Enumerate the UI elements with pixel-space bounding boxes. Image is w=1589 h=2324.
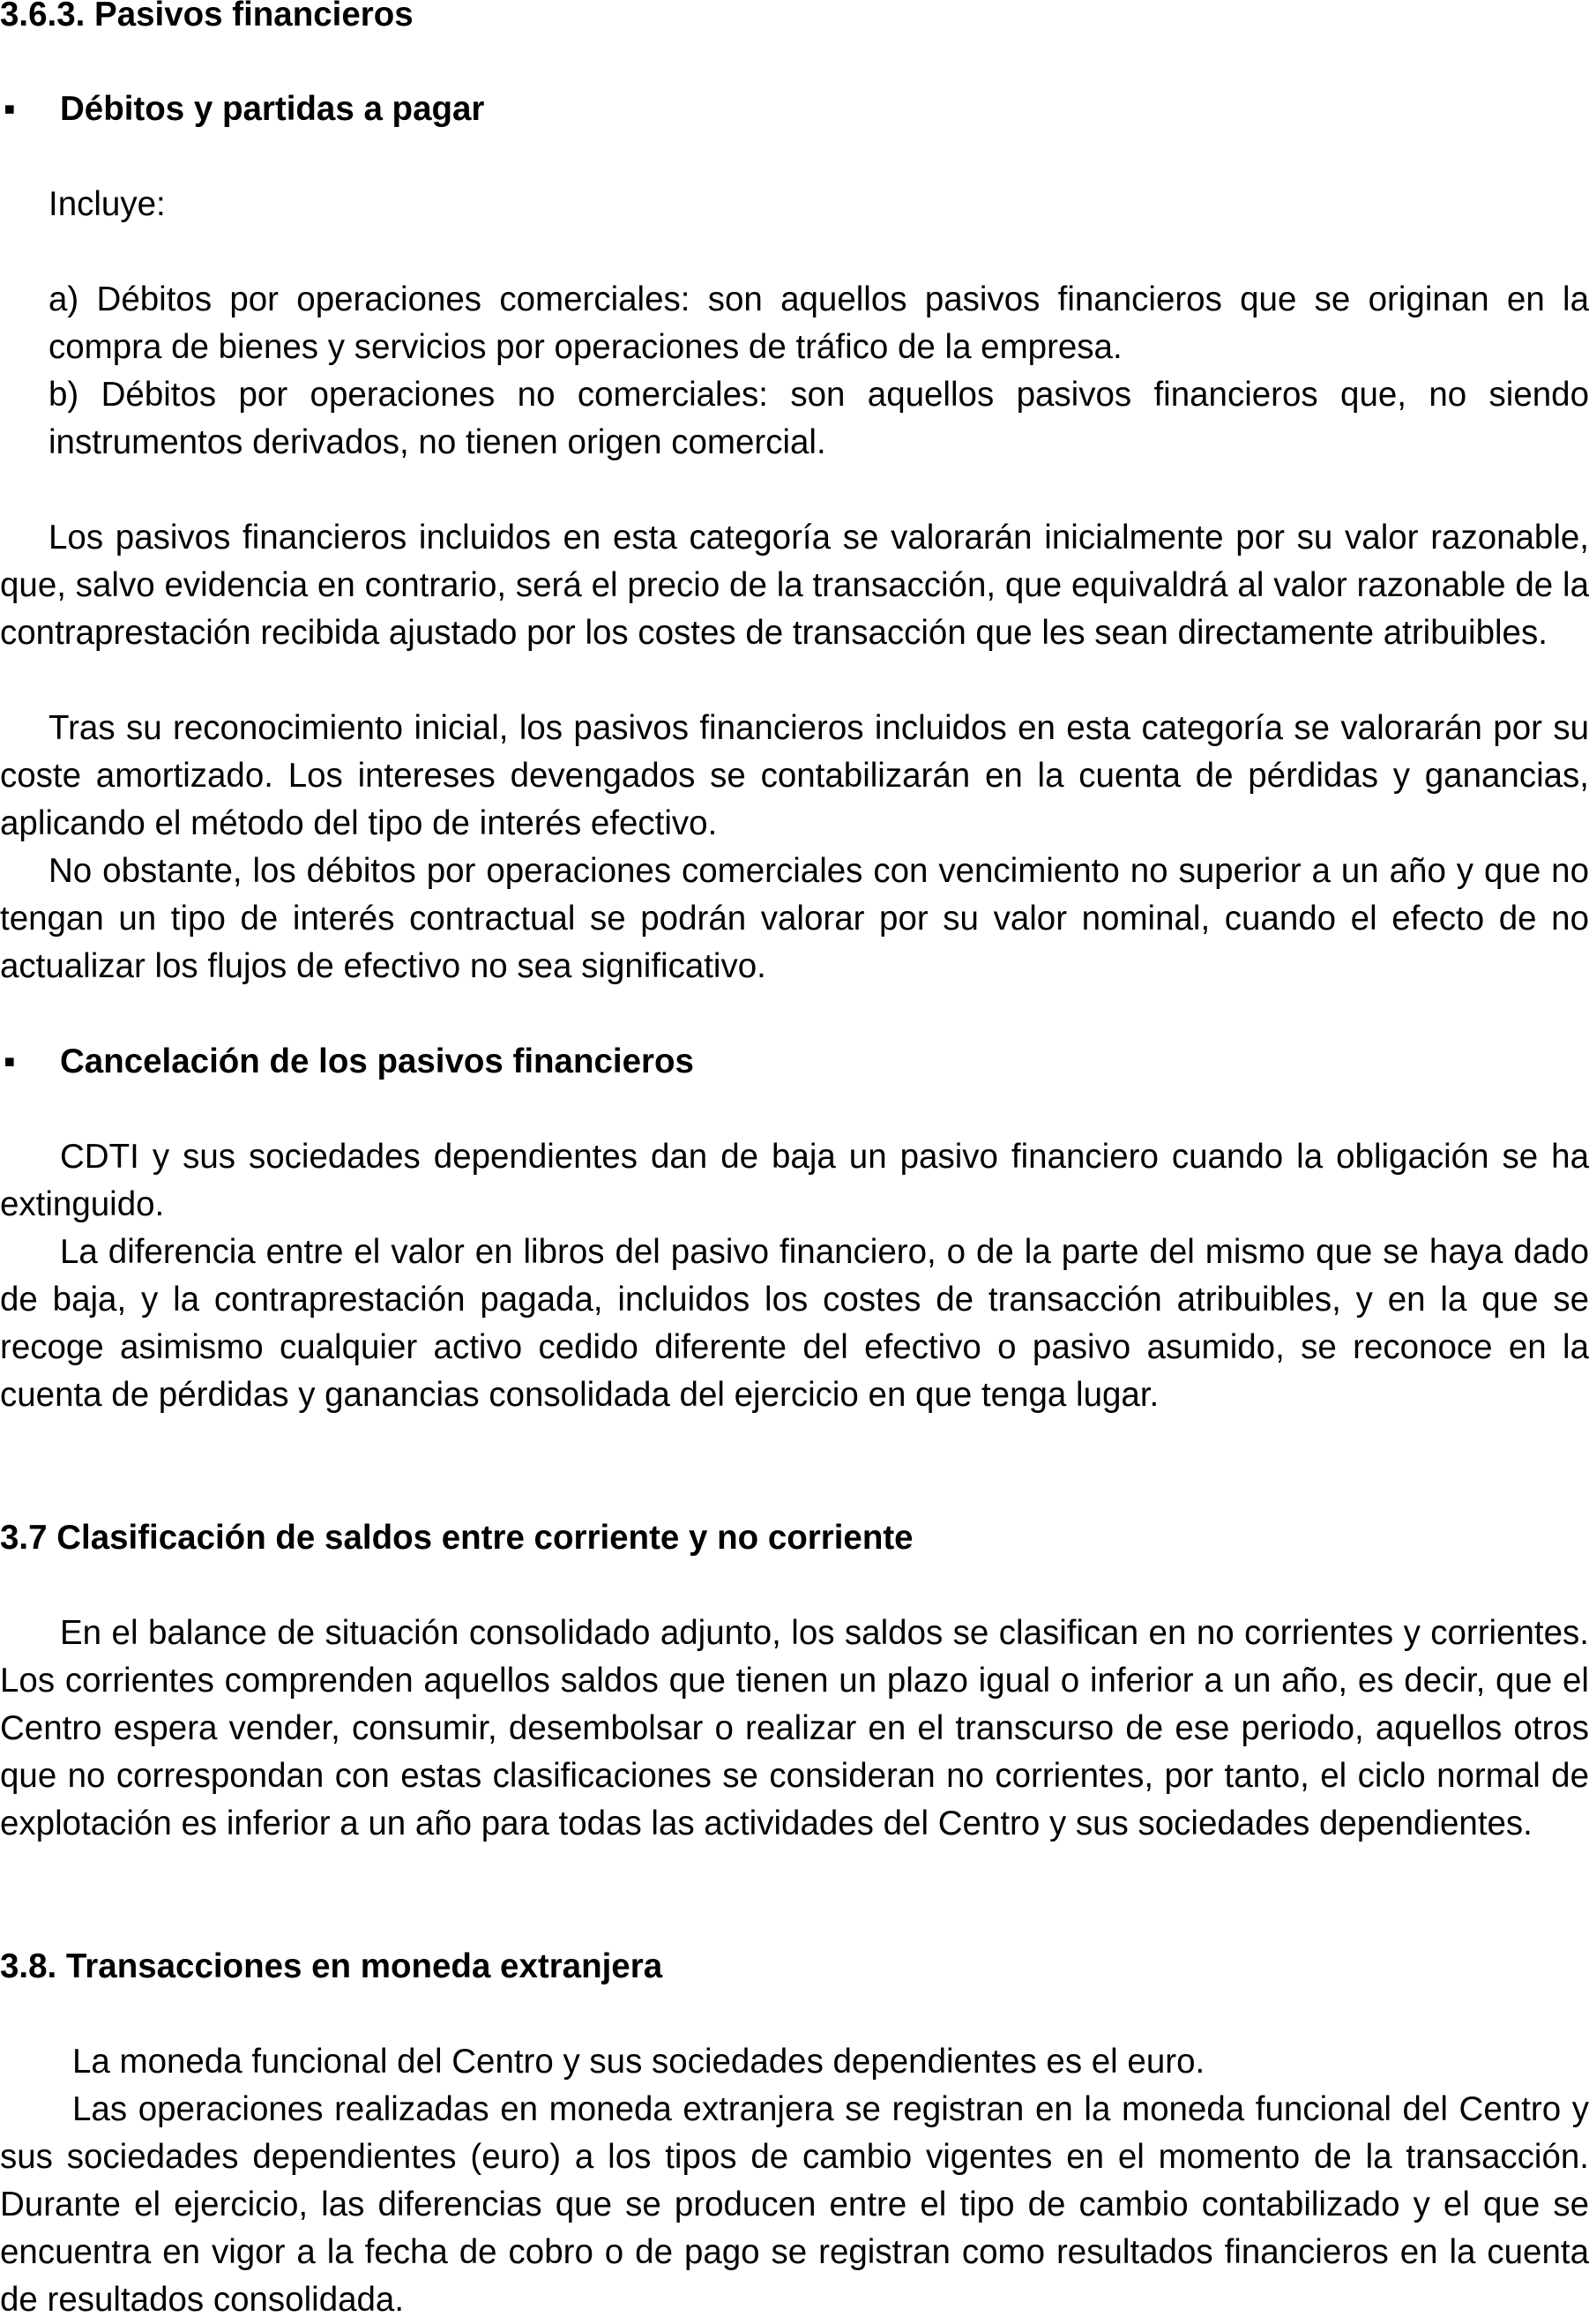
bullet-square-icon: ▪ bbox=[4, 90, 16, 128]
subsection-heading-cancelacion-text: Cancelación de los pasivos financieros bbox=[60, 1042, 694, 1080]
debitos-item-b: b) Débitos por operaciones no comerciales: son aquellos pasivos financieros que, no siendo instrumentos derivados, no tienen origen comercial. bbox=[48, 376, 1589, 461]
section-title-3-8: 3.8. Transacciones en moneda extranjera bbox=[0, 1947, 663, 1985]
incluye-label: Incluye: bbox=[48, 185, 166, 223]
subsection-heading-debitos bbox=[0, 86, 1589, 133]
debitos-item-list bbox=[48, 276, 1589, 467]
section-title-3-7: 3.7 Clasificación de saldos entre corriente y no corriente bbox=[0, 1519, 914, 1557]
section-title-3-6-3: 3.6.3. Pasivos financieros bbox=[0, 0, 414, 34]
debitos-item-a: a) Débitos por operaciones comerciales: son aquellos pasivos financieros que se originan en la compra de bienes y servicios por operaciones de tráfico de la empresa. bbox=[48, 280, 1589, 366]
moneda-paragraph-2: Las operaciones realizadas en moneda extranjera se registran en la moneda funcional del Centro y sus sociedades dependientes (euro) a los tipos de cambio vigentes en el momento de la transacción. Durante el ejercicio, las diferencias que se producen entre el tipo de cambio contabilizado y el que se encuentra en vigor a la fecha de cobro o de pago se registran como resultados financieros en la cuenta de resultados consolidada. bbox=[0, 2090, 1589, 2319]
debitos-paragraph-3: No obstante, los débitos por operaciones comerciales con vencimiento no superior a un año y que no tengan un tipo de interés contractual se podrán valorar por su valor nominal, cuando el efecto de no actualizar los flujos de efectivo no sea significativo. bbox=[0, 852, 1589, 985]
debitos-paragraph-2: Tras su reconocimiento inicial, los pasivos financieros incluidos en esta categoría se valorarán por su coste amortizado. Los intereses devengados se contabilizarán en la cuenta de pérdidas y ganancias, aplicando el método del tipo de interés efectivo. bbox=[0, 709, 1589, 842]
subsection-heading-cancelacion bbox=[0, 1038, 1589, 1086]
cancelacion-paragraph-1: CDTI y sus sociedades dependientes dan de baja un pasivo financiero cuando la obligación se ha extinguido. bbox=[0, 1138, 1589, 1223]
subsection-heading-debitos-text: Débitos y partidas a pagar bbox=[60, 90, 485, 128]
moneda-paragraph-1: La moneda funcional del Centro y sus sociedades dependientes es el euro. bbox=[72, 2043, 1205, 2081]
bullet-square-icon: ▪ bbox=[4, 1042, 16, 1080]
debitos-paragraph-1: Los pasivos financieros incluidos en esta categoría se valorarán inicialmente por su valor razonable, que, salvo evidencia en contrario, será el precio de la transacción, que equivaldrá al valor razonable de la contraprestación recibida ajustado por los costes de transacción que les sean directamente atribuibles. bbox=[0, 519, 1589, 652]
cancelacion-paragraph-2: La diferencia entre el valor en libros del pasivo financiero, o de la parte del mismo que se haya dado de baja, y la contraprestación pagada, incluidos los costes de transacción atribuibles, y en la que se recoge asimismo cualquier activo cedido diferente del efectivo o pasivo asumido, se reconoce en la cuenta de pérdidas y ganancias consolidada del ejercicio en que tenga lugar. bbox=[0, 1233, 1589, 1414]
clasificacion-paragraph: En el balance de situación consolidado adjunto, los saldos se clasifican en no corrientes y corrientes. Los corrientes comprenden aquellos saldos que tienen un plazo igual o inferior a un año, es decir, que el Centro espera vender, consumir, desembolsar o realizar en el transcurso de ese periodo, aquellos otros que no correspondan con estas clasificaciones se consideran no corrientes, por tanto, el ciclo normal de explotación es inferior a un año para todas las actividades del Centro y sus sociedades dependientes. bbox=[0, 1614, 1589, 1842]
